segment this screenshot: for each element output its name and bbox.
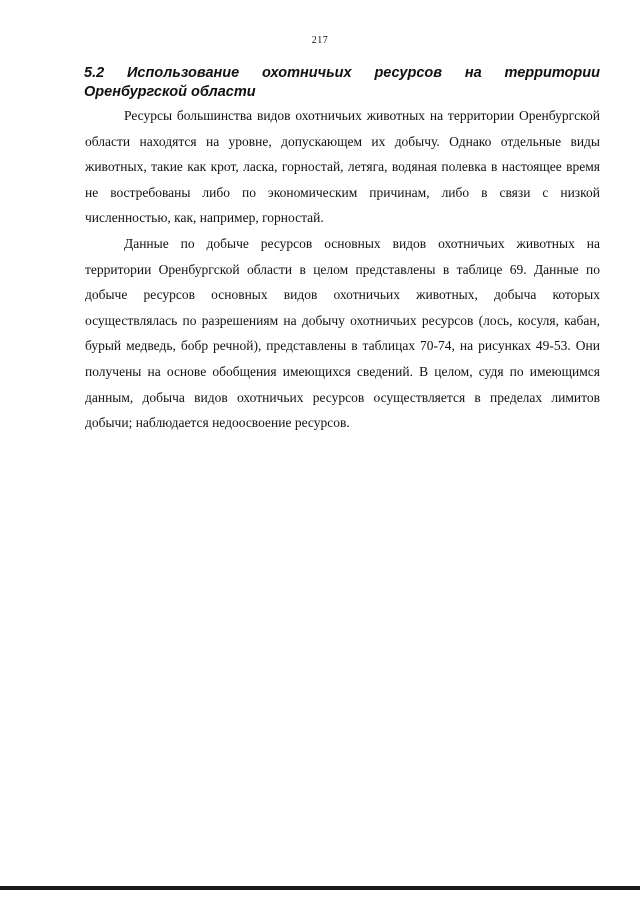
page-number: 217 bbox=[311, 35, 329, 46]
paragraph-2: Данные по добыче ресурсов основных видов охотничьих животных на территории Оренбургской области в целом представлены в таблице 69. Данные по добыче ресурсов основных видов охотничьих животных, добыча которых осуществлялась по разрешениям на добычу охотничьих ресурсов (лось, косуля, кабан, бурый медведь, бобр речной), представлены в таблицах 70-74, на рисунках 49-53. Они получены на основе обобщения имеющихся сведений. В целом, судя по имеющимся данным, добыча видов охотничьих ресурсов осуществляется в пределах лимитов добычи; наблюдается недоосвоение ресурсов. bbox=[85, 235, 600, 431]
paragraph-1: Ресурсы большинства видов охотничьих животных на территории Оренбургской области находятся на уровне, допускающем их добычу. Однако отдельные виды животных, такие как крот, ласка, горностай, летяга, водяная полевка в настоящее время не востребованы либо по экономическим причинам, либо в связи с низкой численностью, как, например, горностай. bbox=[85, 108, 600, 226]
page-bottom-rule bbox=[0, 886, 640, 890]
body-text bbox=[85, 103, 600, 436]
section-heading: 5.2 Использование охотничьих ресурсов на территории Оренбургской области bbox=[84, 65, 600, 100]
